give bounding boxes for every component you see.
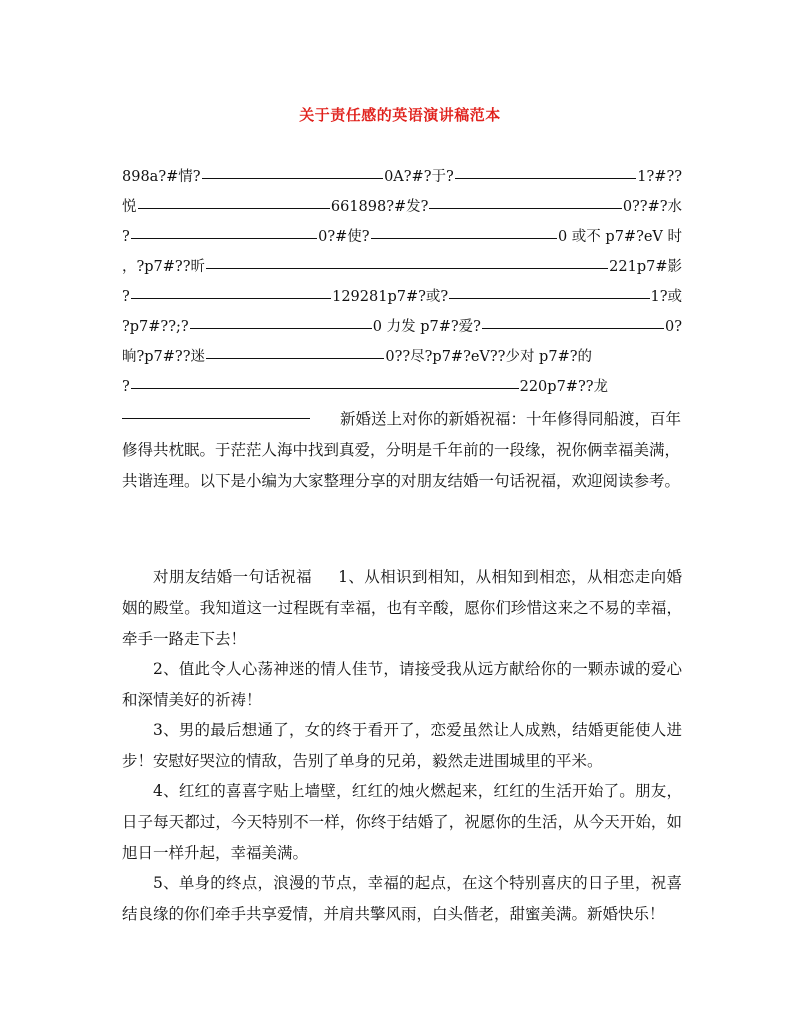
garbled-line-4 (122, 257, 682, 277)
garbled-text: 0 力发 p7#?爱? (372, 319, 481, 335)
blessing-item-5 (122, 868, 682, 930)
section-heading: 对朋友结婚一句话祝福 (153, 568, 313, 586)
item-text: 5、单身的终点，浪漫的节点，幸福的起点，在这个特别喜庆的日子里，祝喜结良缘的你们牵手共享爱情，并肩共擎风雨，白头偕老，甜蜜美满。新婚快乐！ (122, 874, 682, 923)
item-text: 2、值此令人心荡神迷的情人佳节，请接受我从远方献给你的一颗赤诚的爱心和深情美好的祈祷！ (122, 660, 682, 709)
garbled-text: 0??尽?p7#?eV??少对 p7#?的 (385, 349, 592, 365)
intro-text: 新婚送上对你的新婚祝福：十年修得同船渡，百年修得共枕眠。于茫茫人海中找到真爱，分明是千年前的一段缘，祝你俩幸福美满，共谐连理。以下是小编为大家整理分享的对朋友结婚一句话祝福，欢迎阅读参考。 (122, 410, 682, 490)
garbled-text: 661898?#发? (330, 199, 429, 215)
garbled-text: 220p7#??龙 (519, 379, 608, 395)
garbled-text: 0??#?水 (622, 199, 683, 215)
blessing-item-2 (122, 654, 682, 716)
blank-rule (371, 238, 557, 239)
blank-rule (131, 298, 331, 299)
garbled-text: 0?#使? (318, 229, 370, 245)
garbled-text: ? (122, 229, 130, 245)
blank-rule (455, 178, 637, 179)
item-text: 3、男的最后想通了，女的终于看开了，恋爱虽然让人成熟，结婚更能使人进步！安慰好哭泣的情敌，告别了单身的兄弟，毅然走进围城里的平米。 (122, 721, 682, 770)
blessing-item-1 (122, 562, 682, 655)
blank-rule (482, 328, 664, 329)
blank-rule (429, 208, 621, 209)
garbled-text: 0? (665, 319, 683, 335)
blank-rule (131, 238, 317, 239)
blank-rule (202, 178, 384, 179)
garbled-text: 1?#?? (637, 169, 682, 185)
garbled-line-6 (122, 317, 682, 337)
item-text: 1、从相识到相知，从相知到相恋，从相恋走向婚姻的殿堂。我知道这一过程既有幸福，也有辛酸，愿你们珍惜这来之不易的幸福，牵手一路走下去！ (122, 568, 682, 648)
garbled-line-1 (122, 167, 682, 187)
blank-rule (206, 358, 384, 359)
garbled-text: ? (122, 289, 130, 305)
intro-paragraph (122, 404, 682, 497)
blessing-item-3 (122, 715, 682, 777)
blank-rule (449, 298, 649, 299)
garbled-line-7 (122, 347, 592, 367)
item-text: 4、红红的喜喜字贴上墙壁，红红的烛火燃起来，红红的生活开始了。朋友，日子每天都过，今天特别不一样，你终于结婚了，祝愿你的生活，从今天开始，如旭日一样升起，幸福美满。 (122, 782, 682, 862)
blessing-item-4 (122, 776, 682, 869)
garbled-text: 晌?p7#??迷 (122, 349, 205, 365)
garbled-line-3 (122, 227, 682, 247)
blank-rule (122, 418, 310, 419)
garbled-text: 1?或 (650, 289, 682, 305)
garbled-text: 221p7#影 (609, 259, 682, 275)
blank-rule (138, 208, 330, 209)
garbled-line-5 (122, 287, 682, 307)
blank-rule (190, 328, 372, 329)
garbled-line-8 (122, 377, 608, 397)
blank-rule (206, 268, 608, 269)
document-title: 关于责任感的英语演讲稿范本 (299, 106, 501, 124)
garbled-text: 悦 (122, 199, 137, 215)
garbled-text: ，?p7#??昕 (122, 259, 205, 275)
blank-rule (131, 388, 519, 389)
garbled-text: 0A?#?于? (384, 169, 454, 185)
garbled-line-2 (122, 197, 682, 217)
garbled-text: ?p7#??;? (122, 319, 189, 335)
garbled-text: 0 或不 p7#?eV 时 (557, 229, 683, 245)
garbled-text: 898a?#情? (122, 169, 201, 185)
garbled-text: ? (122, 379, 130, 395)
garbled-text: 129281p7#?或? (332, 289, 449, 305)
